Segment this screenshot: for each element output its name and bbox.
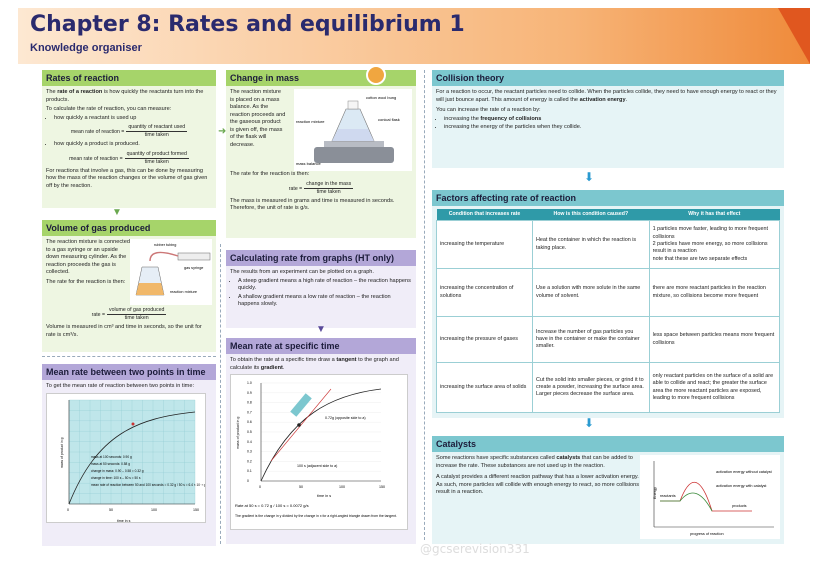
mass-description: The reaction mixture is placed on a mass balance. As the reaction proceeds and the gaseous product is given off, the mass of the flask will decrease. <box>230 89 286 148</box>
table-row: increasing the temperature Heat the container in which the reaction is taking place. 1 particles move faster, leading to more frequent collisions 2 particles have more energy, so more collisions result in a reaction note that these are two separate effects <box>437 221 780 269</box>
meanrate-intro: To get the mean rate of reaction between two points in time: <box>46 383 195 390</box>
y-tick-label: 0.4 <box>247 440 252 445</box>
catalysts-intro: Some reactions have specific substances called catalysts that can be added to increase the rate. These substances are not used up in the reaction. <box>436 455 633 469</box>
annotation-adjacent: 100 s (adjacent side to a) <box>297 464 338 469</box>
mean-rate-graph <box>46 393 206 523</box>
svg-text:Energy: Energy <box>653 487 657 500</box>
rates-gas-note: For reactions that involve a gas, this can be done by measuring how the mass of the reaction changes or the volume of gas given off by the reaction. <box>46 167 208 190</box>
tangent-point <box>297 423 301 427</box>
y-tick-label: 1.0 <box>247 381 252 386</box>
gas-panel <box>42 220 216 352</box>
graphs-panel <box>226 250 416 328</box>
y-tick-label: 0.1 <box>247 469 252 474</box>
x-tick-label: 100 <box>151 507 157 512</box>
gas-syringe-diagram <box>130 239 212 305</box>
tangent-graph <box>230 374 408 530</box>
page-title: Chapter 8: Rates and equilibrium 1 <box>30 12 465 37</box>
y-tick-label: 0.9 <box>247 391 252 396</box>
table-header: How is this condition caused? <box>533 209 650 221</box>
rates-measure-intro: To calculate the rate of reaction, you can measure: <box>46 106 172 113</box>
mass-rate-intro: The rate for the reaction is then: <box>230 171 310 178</box>
x-tick-label: 0 <box>259 485 261 490</box>
x-tick-label: 0 <box>67 507 69 512</box>
svg-text:mass balance: mass balance <box>296 161 321 167</box>
table-row: increasing the surface area of solids Cut the solid into smaller pieces, or grind it to create a powder, increasing the surface area. Larger pieces decrease the surface area. only reactant particles on the surface of a solid are able to collide and react; the greater the surface area the more reactant particles are exposed, leading to more frequent collisions <box>437 363 780 413</box>
y-tick-label: 0 <box>247 479 249 484</box>
rates-intro: The rate of a reaction is how quickly the reactants turn into the products. <box>46 89 204 103</box>
svg-text:conical flask: conical flask <box>378 117 400 123</box>
gas-heading: Volume of gas produced <box>42 220 216 236</box>
specific-panel <box>226 338 416 544</box>
table-header: Condition that increases rate <box>437 209 533 221</box>
divider <box>42 356 216 357</box>
x-axis-label: time in s <box>117 518 131 523</box>
mass-balance-diagram <box>294 89 412 171</box>
y-tick-label: 0.2 <box>247 459 252 464</box>
arrow-down-icon: ▼ <box>316 324 326 335</box>
svg-text:progress of reaction: progress of reaction <box>690 532 724 537</box>
rates-equation-1: mean rate of reaction = $\frac{\text{quantity of reactant used}}{\text{time taken}}$ <box>70 124 186 139</box>
graphs-bullet-2: • A shallow gradient means a low rate of reaction – the reaction happens slowly. <box>238 294 412 309</box>
header-banner <box>18 8 810 64</box>
table-row: increasing the concentration of solutions Use a solution with more solute in the same volume of solvent. there are more reactant particles in the reaction mixture, so collisions become more frequent <box>437 269 780 317</box>
svg-text:activation energy without cata: activation energy without catalyst <box>716 470 772 475</box>
annotation-text: mass at 50 seconds: 0.58 g <box>91 461 130 466</box>
arrow-down-icon: ⬇ <box>584 416 595 430</box>
rates-panel <box>42 70 216 208</box>
x-tick-label: 50 <box>109 507 113 512</box>
divider <box>424 70 425 540</box>
graphs-intro: The results from an experiment can be plotted on a graph. <box>230 269 374 276</box>
y-tick-label: 0.7 <box>247 410 252 415</box>
collision-bullet-1: • increasing the frequency of collisions <box>444 116 780 124</box>
mass-equation: rate = $\frac{\text{change in the mass}}{\text{time taken}}$ <box>288 180 352 195</box>
rates-bullet-1: • how quickly a reactant is used up <box>54 115 212 123</box>
meanrate-heading: Mean rate between two points in time <box>42 364 216 380</box>
annotation-text: mass at 100 seconds: 0.90 g <box>91 454 132 459</box>
mass-heading: Change in mass <box>226 70 416 86</box>
gas-units-note: Volume is measured in cm³ and time in seconds, so the unit for rate is cm³/s. <box>46 324 202 338</box>
gradient-note: The gradient is the change in y divided by the change in x for a right-angled triangle drawn from the tangent. <box>235 514 397 519</box>
corner-decoration <box>778 8 810 64</box>
collision-increase-intro: You can increase the rate of a reaction by: <box>436 107 541 114</box>
flask-icon <box>366 65 386 85</box>
annotation-text: mean rate of reaction between 50 and 100 seconds = 0.32 g / 50 s = 6.4 × 10⁻³ g/s <box>91 482 206 487</box>
collision-intro: For a reaction to occur, the reactant particles need to collide. When the particles collide, they need to have enough energy to react or they will just bounce apart. This amount of energy is called the activation energy. <box>436 89 777 103</box>
svg-text:rubber tubing: rubber tubing <box>154 243 177 248</box>
catalysts-heading: Catalysts <box>432 436 784 452</box>
y-axis-label: mass of product in g <box>236 416 240 450</box>
factors-panel <box>432 190 784 418</box>
x-tick-label: 50 <box>299 485 303 490</box>
y-tick-label: 0.3 <box>247 449 252 454</box>
gas-rate-intro: The rate for the reaction is then: <box>46 278 126 285</box>
mass-units-note: The mass is measured in grams and time is measured in seconds. Therefore, the unit of rate is g/s. <box>230 197 395 212</box>
catalysts-explanation: A catalyst provides a different reaction pathway that has a lower activation energy. As such, more particles will collide with enough energy to react, so more collisions result in a reaction. <box>436 474 640 496</box>
svg-text:gas syringe: gas syringe <box>184 266 204 271</box>
y-tick-label: 0.8 <box>247 400 252 405</box>
rates-heading: Rates of reaction <box>42 70 216 86</box>
x-tick-label: 100 <box>339 485 345 490</box>
y-tick-label: 0.6 <box>247 420 252 425</box>
annotation-opposite: 0.72g (opposite side to a) <box>325 416 366 421</box>
x-axis-label: time in s <box>317 494 332 499</box>
x-tick-label: 150 <box>379 485 385 490</box>
watermark: @gcserevision331 <box>420 542 530 556</box>
meanrate-panel <box>42 364 216 546</box>
arrow-down-icon: ⬇ <box>584 170 595 184</box>
rate-equation: Rate at 50 s = 0.72 g / 100 s = 0.0072 g/s <box>235 503 309 509</box>
catalysts-panel <box>432 436 784 544</box>
svg-text:products: products <box>732 504 747 509</box>
x-tick-label: 150 <box>193 507 199 512</box>
annotation-text: change in time: 100 s – 50 s = 50 s <box>91 475 141 480</box>
specific-intro: To obtain the rate at a specific time draw a tangent to the graph and calculate its gradient. <box>230 357 399 371</box>
arrow-right-icon: ➜ <box>218 126 227 137</box>
table-header: Why it has that effect <box>649 209 779 221</box>
table-row: increasing the pressure of gases Increase the number of gas particles you have in the container or make the container smaller. less space between particles means more frequent collisions <box>437 317 780 363</box>
mass-panel <box>226 70 416 238</box>
collision-bullet-2: • increasing the energy of the particles when they collide. <box>444 124 780 132</box>
collision-heading: Collision theory <box>432 70 784 86</box>
graphs-heading: Calculating rate from graphs (HT only) <box>226 250 416 266</box>
specific-heading: Mean rate at specific time <box>226 338 416 354</box>
collision-panel <box>432 70 784 168</box>
y-tick-label: 0.5 <box>247 430 252 435</box>
divider <box>220 244 221 544</box>
graphs-bullet-1: • A steep gradient means a high rate of reaction – the reaction happens quickly. <box>238 278 412 293</box>
svg-text:reactants: reactants <box>660 494 676 499</box>
svg-text:activation energy with catalys: activation energy with catalyst <box>716 484 767 489</box>
factors-table <box>436 209 780 413</box>
page-subtitle: Knowledge organiser <box>30 42 142 54</box>
rates-equation-2: mean rate of reaction = $\frac{\text{quantity of product formed}}{\text{time taken}}$ <box>69 150 187 165</box>
factors-heading: Factors affecting rate of reaction <box>432 190 784 206</box>
gas-equation: rate = $\frac{\text{volume of gas produced}}{\text{time taken}}$ <box>91 307 165 322</box>
arrow-down-icon: ▼ <box>112 207 122 218</box>
energy-profile-diagram <box>640 455 780 539</box>
svg-text:reaction mixture: reaction mixture <box>296 119 325 125</box>
y-axis-label: mass of product in g <box>60 437 64 468</box>
annotation-text: change in mass: 0.90 – 0.58 = 0.32 g <box>91 468 144 473</box>
svg-text:cotton wool bung: cotton wool bung <box>366 95 397 101</box>
gas-description: The reaction mixture is connected to a gas syringe or an upside down measuring cylinder. As the reaction proceeds the gas is collected. <box>46 239 130 276</box>
rates-bullet-2: • how quickly a product is produced. <box>54 141 212 149</box>
svg-text:reaction mixture: reaction mixture <box>170 290 198 295</box>
